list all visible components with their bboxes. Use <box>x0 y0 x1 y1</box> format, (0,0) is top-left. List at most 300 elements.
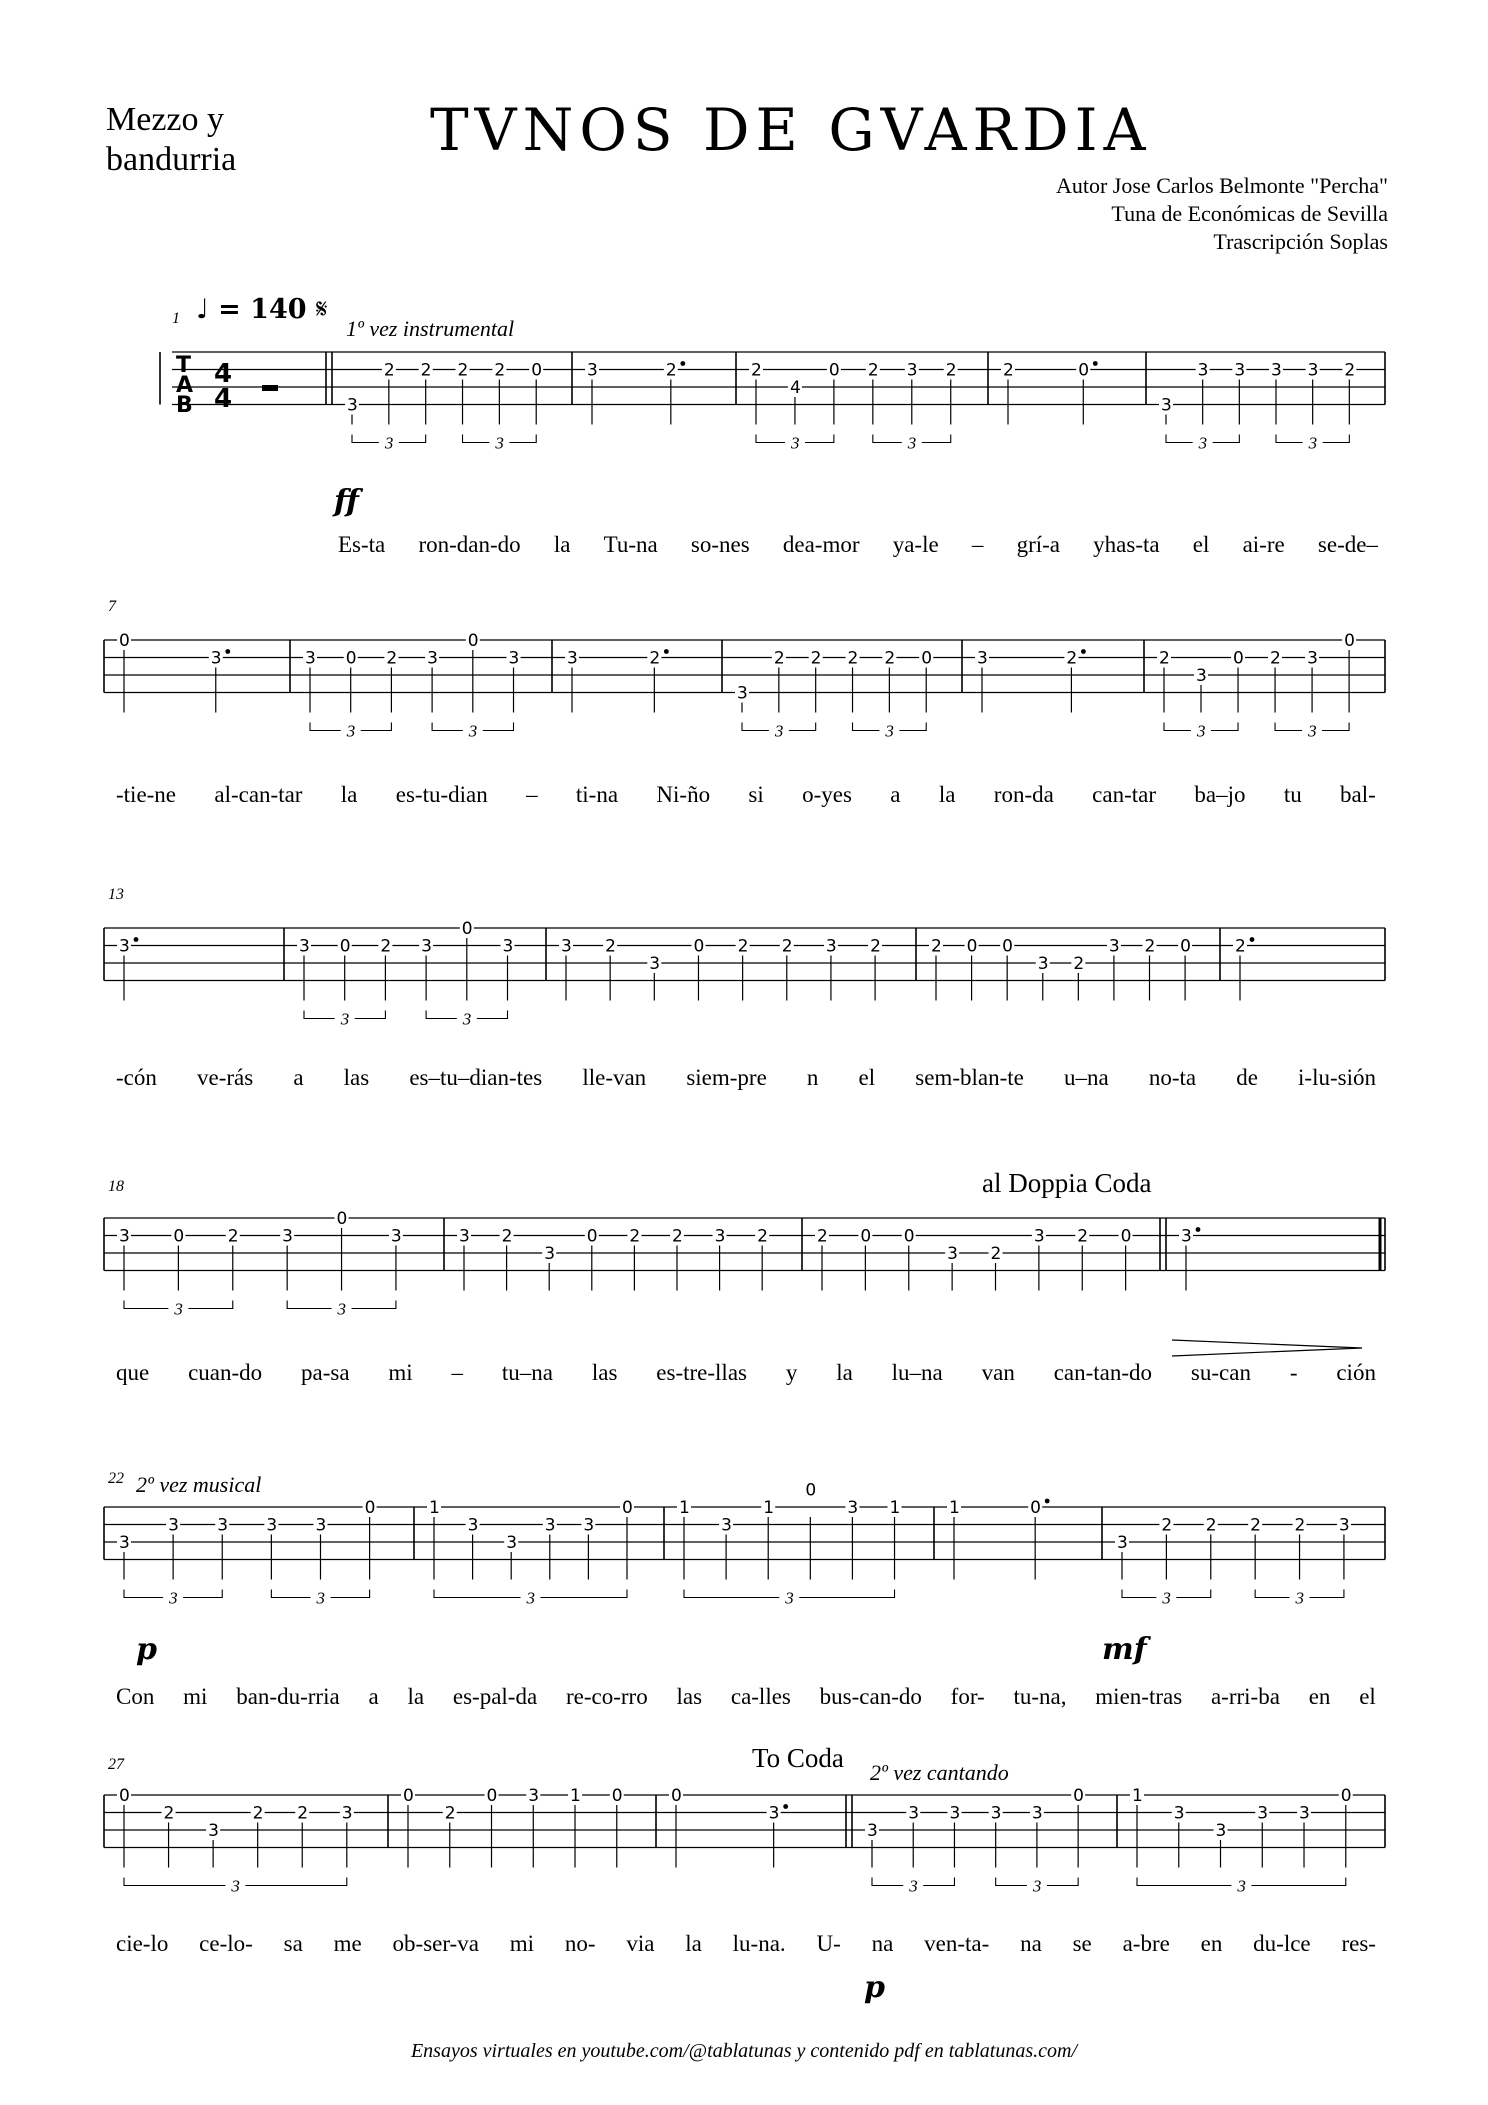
instrument-line-1: Mezzo y <box>106 101 225 138</box>
tab-clef-a: A <box>176 373 194 398</box>
lyric-syllable: que <box>116 1360 150 1385</box>
tuplet-bracket <box>188 1301 232 1309</box>
lyric-syllable: de <box>1236 1065 1258 1090</box>
footer-credit: Ensayos virtuales en youtube.com/@tablatunas y contenido pdf en tablatunas.com/ <box>410 2040 1078 2062</box>
fret-number: 3 <box>906 360 918 381</box>
lyrics-line-4 <box>116 1360 1376 1386</box>
fret-number: 2 <box>847 648 859 669</box>
tuplet-bracket <box>352 1301 396 1309</box>
tuplet-bracket <box>1213 435 1240 443</box>
fret-number: 3 <box>459 1226 470 1247</box>
tuplet-bracket <box>183 1590 222 1598</box>
tuplet-number: 3 <box>337 1299 347 1319</box>
fret-number: 0 <box>339 936 351 957</box>
dynamic-p: p <box>136 1632 157 1667</box>
fret-number: 2 <box>757 1226 769 1247</box>
lyric-syllable: ven-ta- <box>924 1931 990 1956</box>
lyric-syllable: lu-na. <box>732 1931 786 1956</box>
fret-number: 2 <box>817 1226 828 1247</box>
fret-number: 3 <box>908 1803 920 1824</box>
tuplet-bracket <box>245 1878 346 1886</box>
fret-number: 1 <box>949 1498 960 1518</box>
tuplet-bracket <box>1251 1878 1345 1886</box>
lyric-syllable: se <box>1072 1931 1092 1956</box>
tuplet-number: 3 <box>1295 1588 1305 1608</box>
fret-number: 3 <box>947 1244 958 1264</box>
bar-number: 22 <box>108 1470 124 1487</box>
tuplet-bracket <box>799 1590 894 1598</box>
lyric-syllable: cuan-do <box>188 1360 263 1385</box>
fret-number: 3 <box>1215 1821 1227 1841</box>
fret-number: 2 <box>386 648 398 669</box>
fret-number: 0 <box>119 1786 130 1806</box>
al-coda-marking: al Doppia Coda <box>982 1168 1152 1198</box>
dot <box>134 937 139 942</box>
tuplet-bracket <box>287 1301 331 1309</box>
fret-number: 3 <box>949 1803 961 1824</box>
lyric-syllable: el <box>858 1065 876 1090</box>
fret-number: 3 <box>168 1515 179 1536</box>
tuplet-number: 3 <box>169 1588 178 1608</box>
fret-number: 3 <box>1299 1803 1310 1824</box>
lyric-syllable: en <box>1308 1684 1331 1709</box>
fret-number: 0 <box>403 1786 414 1806</box>
lyric-syllable: mi <box>388 1360 413 1385</box>
fret-number: 2 <box>867 360 879 381</box>
tuplet-number: 3 <box>1308 721 1317 741</box>
fret-number: 0 <box>828 360 840 381</box>
lyric-syllable: na <box>1020 1931 1042 1956</box>
lyric-syllable: su-can <box>1190 1360 1251 1385</box>
fret-number: 0 <box>1078 360 1090 381</box>
lyric-syllable: al-can-tar <box>214 782 303 807</box>
fret-number: 2 <box>227 1226 239 1247</box>
tuplet-bracket <box>853 723 880 731</box>
credit-group: Tuna de Económicas de Sevilla <box>1111 201 1388 226</box>
dynamic-mf: mf <box>1102 1632 1147 1667</box>
tuplet-bracket <box>540 1590 626 1598</box>
lyric-syllable: la <box>836 1360 853 1385</box>
fret-number: 2 <box>494 360 506 381</box>
fret-number: 3 <box>282 1226 293 1247</box>
tuplet-bracket <box>805 435 834 443</box>
tuplet-number: 3 <box>1032 1876 1042 1896</box>
fret-number: 1 <box>429 1498 440 1518</box>
tuplet-bracket <box>304 1011 335 1019</box>
fret-number: 3 <box>1197 360 1209 381</box>
tuplet-bracket <box>361 723 392 731</box>
lyric-syllable: la <box>685 1931 702 1956</box>
fret-number: 2 <box>990 1244 1002 1264</box>
tuplet-bracket <box>923 1878 954 1886</box>
tuplet-number: 3 <box>495 433 504 453</box>
fret-number: 1 <box>763 1498 775 1518</box>
tuplet-bracket <box>996 1878 1027 1886</box>
lyric-syllable: sa <box>283 1931 303 1956</box>
tuplet-bracket <box>1276 435 1303 443</box>
fret-number: 3 <box>737 683 748 704</box>
fret-number: 0 <box>805 1480 817 1501</box>
lyric-syllable: la <box>340 782 358 807</box>
credit-author: Autor Jose Carlos Belmonte "Percha" <box>1055 173 1388 198</box>
tuplet-bracket <box>873 435 902 443</box>
fret-number: 3 <box>1271 360 1282 381</box>
fret-number: 2 <box>163 1803 175 1824</box>
lyrics-line-2 <box>116 782 1376 808</box>
tuplet-bracket <box>756 435 785 443</box>
tab-clef-t: T <box>176 353 192 378</box>
tuplet-bracket <box>432 723 463 731</box>
song-title: TVNOS DE GVARDIA <box>430 96 1152 164</box>
lyric-syllable: a-bre <box>1122 1931 1170 1956</box>
tuplet-bracket <box>1322 723 1349 731</box>
tuplet-number: 3 <box>1197 721 1206 741</box>
fret-number: 3 <box>421 936 432 957</box>
tuplet-bracket <box>463 435 490 443</box>
lyric-syllable: las <box>676 1684 703 1709</box>
tuplet-bracket <box>922 435 951 443</box>
lyric-syllable: ción <box>1336 1360 1376 1385</box>
fret-number: 3 <box>508 648 520 669</box>
lyric-syllable: ob-ser-va <box>392 1931 479 1956</box>
fret-number: 3 <box>1161 395 1172 416</box>
lyric-syllable: ti-na <box>575 782 619 807</box>
lyric-syllable: me <box>333 1931 362 1956</box>
lyric-syllable: en <box>1200 1931 1223 1956</box>
fret-number: 3 <box>119 1226 130 1247</box>
dot <box>1045 1499 1050 1504</box>
lyric-syllable: du-lce <box>1253 1931 1311 1956</box>
fret-number: 0 <box>693 936 705 957</box>
tuplet-bracket <box>124 1878 225 1886</box>
lyric-syllable: bus-can-do <box>819 1684 922 1709</box>
lyric-syllable: a <box>368 1684 379 1709</box>
lyric-syllable: yhas-ta <box>1093 532 1160 557</box>
tuplet-bracket <box>124 1590 163 1598</box>
lyric-syllable: – <box>526 782 538 807</box>
lyrics-line-6 <box>116 1931 1376 1957</box>
tuplet-bracket <box>899 723 926 731</box>
lyric-syllable: es-tu-dian <box>395 782 488 807</box>
lyric-syllable: y <box>785 1360 798 1385</box>
tuplet-bracket <box>352 435 379 443</box>
lyric-syllable: Es-ta <box>338 532 386 557</box>
bar-number: 27 <box>108 1756 124 1773</box>
lyric-syllable: re-co-rro <box>565 1684 648 1709</box>
second-time-musical-marking: 2º vez musical <box>136 1472 262 1497</box>
lyric-syllable: ai-re <box>1242 532 1285 557</box>
fret-number: 1 <box>889 1498 901 1518</box>
fret-number: 0 <box>1030 1498 1042 1518</box>
tempo-value: = 140 <box>218 294 307 325</box>
lyric-syllable: la <box>407 1684 425 1709</box>
fret-number: 3 <box>1031 1803 1043 1824</box>
lyric-syllable: las <box>591 1360 618 1385</box>
lyric-syllable: – <box>971 532 984 557</box>
lyric-syllable: U- <box>816 1931 841 1956</box>
lyric-syllable: ce-lo- <box>199 1931 253 1956</box>
lyric-syllable: no-ta <box>1148 1065 1197 1090</box>
tuplet-bracket <box>1047 1878 1078 1886</box>
fret-number: 0 <box>671 1786 682 1806</box>
fret-number: 2 <box>605 936 616 957</box>
lyric-syllable: o-yes <box>802 782 852 807</box>
fret-number: 0 <box>966 936 978 957</box>
tuplet-bracket <box>1164 723 1191 731</box>
fret-number: 2 <box>1205 1515 1217 1536</box>
tuplet-bracket <box>434 1590 520 1598</box>
fret-number: 3 <box>587 360 598 381</box>
credit-transcription: Trascripción Soplas <box>1213 229 1388 254</box>
fret-number: 3 <box>119 1533 130 1553</box>
fret-number: 3 <box>977 648 988 669</box>
fret-number: 3 <box>427 648 438 669</box>
fret-number: 1 <box>679 1498 690 1518</box>
lyric-syllable: i-lu-sión <box>1298 1065 1376 1090</box>
dot <box>1196 1227 1201 1232</box>
tuplet-number: 3 <box>785 1588 794 1608</box>
lyrics-line-3 <box>116 1065 1376 1091</box>
lyric-syllable: el <box>1359 1684 1376 1709</box>
fret-number: 3 <box>1307 648 1318 669</box>
lyric-syllable: la <box>553 532 571 557</box>
lyric-syllable: Con <box>116 1684 155 1709</box>
dot <box>783 1804 788 1809</box>
time-signature-bottom: 4 <box>214 384 233 414</box>
fret-number: 2 <box>501 1226 513 1247</box>
fret-number: 0 <box>1073 1786 1084 1806</box>
lyric-syllable: mi <box>183 1684 208 1709</box>
lyric-syllable: Tu-na <box>603 532 658 557</box>
fret-number: 3 <box>1181 1226 1192 1247</box>
tuplet-bracket <box>509 435 536 443</box>
dot <box>1250 937 1255 942</box>
dot <box>1093 361 1098 366</box>
to-coda-marking: To Coda <box>752 1743 844 1773</box>
lyric-syllable: no- <box>564 1931 596 1956</box>
fret-number: 0 <box>1120 1226 1132 1247</box>
fret-number: 3 <box>390 1226 402 1247</box>
bar-number: 18 <box>108 1178 124 1195</box>
lyric-syllable: mi <box>509 1931 535 1956</box>
fret-number: 1 <box>570 1786 581 1806</box>
lyric-syllable: mien-tras <box>1095 1684 1183 1709</box>
tuplet-number: 3 <box>346 721 356 741</box>
tuplet-bracket <box>310 723 341 731</box>
fret-number: 3 <box>1234 360 1246 381</box>
fret-number: 3 <box>649 954 661 974</box>
fret-number: 2 <box>1003 360 1014 381</box>
first-time-marking: 1º vez instrumental <box>346 316 515 341</box>
tuplet-bracket <box>1255 1590 1289 1598</box>
tuplet-number: 3 <box>1198 433 1208 453</box>
lyric-syllable: tu <box>1283 782 1302 807</box>
lyric-syllable: -tie-ne <box>116 782 177 807</box>
fret-number: 0 <box>1233 648 1244 669</box>
lyric-syllable: siem-pre <box>686 1065 767 1090</box>
fret-number: 0 <box>461 919 473 939</box>
lyric-syllable: se-de– <box>1317 532 1378 557</box>
bar-number: 13 <box>108 886 124 903</box>
fret-number: 3 <box>990 1803 1002 1824</box>
lyrics-line-5 <box>116 1684 1376 1710</box>
fret-number: 2 <box>1159 648 1170 669</box>
tuplet-number: 3 <box>462 1009 472 1029</box>
fret-number: 3 <box>768 1803 780 1824</box>
lyric-syllable: - <box>1289 1360 1298 1385</box>
fret-number: 3 <box>1307 360 1319 381</box>
fret-number: 0 <box>860 1226 872 1247</box>
lyric-syllable: – <box>451 1360 464 1385</box>
lyric-syllable: lle-van <box>582 1065 647 1090</box>
fret-number: 3 <box>583 1515 595 1536</box>
fret-number: 2 <box>297 1803 309 1824</box>
lyrics-line-1 <box>338 532 1378 558</box>
fret-number: 3 <box>119 936 130 957</box>
fret-number: 2 <box>870 936 881 957</box>
fret-number: 0 <box>621 1498 633 1518</box>
fret-number: 3 <box>347 395 358 416</box>
fret-number: 2 <box>665 360 677 381</box>
fret-number: 3 <box>210 648 222 669</box>
lyric-syllable: lu–na <box>891 1360 943 1385</box>
tuplet-number: 3 <box>526 1588 535 1608</box>
fret-number: 0 <box>1180 936 1191 957</box>
fret-number: 3 <box>1037 954 1049 974</box>
lyric-syllable: el <box>1192 532 1210 557</box>
fret-number: 3 <box>299 936 310 957</box>
tuplet-number: 3 <box>174 1299 183 1319</box>
fret-number: 2 <box>931 936 942 957</box>
tuplet-number: 3 <box>790 433 800 453</box>
fret-number: 2 <box>1250 1515 1261 1536</box>
half-rest <box>262 385 278 391</box>
tuplet-bracket <box>789 723 816 731</box>
fret-number: 2 <box>1144 936 1156 957</box>
fret-number: 3 <box>847 1498 859 1518</box>
fret-number: 3 <box>506 1533 518 1553</box>
lyric-syllable: grí-a <box>1016 532 1060 557</box>
fret-number: 3 <box>567 648 578 669</box>
fret-number: 3 <box>1173 1803 1185 1824</box>
fret-number: 3 <box>467 1515 479 1536</box>
tuplet-number: 3 <box>885 721 894 741</box>
fret-number: 3 <box>217 1515 229 1536</box>
fret-number: 0 <box>611 1786 623 1806</box>
dot <box>664 649 669 654</box>
dynamic-p-coda: p <box>864 1970 885 2005</box>
lyric-syllable: na <box>871 1931 894 1956</box>
fret-number: 3 <box>867 1821 878 1841</box>
lyric-syllable: so-nes <box>690 532 750 557</box>
tuplet-bracket <box>271 1590 310 1598</box>
fret-number: 0 <box>173 1226 185 1247</box>
fret-number: 3 <box>502 936 514 957</box>
fret-number: 0 <box>1344 631 1355 651</box>
tuplet-bracket <box>330 1590 369 1598</box>
lyric-syllable: ya-le <box>892 532 939 557</box>
time-signature-top: 4 <box>214 359 233 389</box>
quarter-note-icon: ♩ <box>196 294 209 325</box>
fret-number: 3 <box>1257 1803 1269 1824</box>
fret-number: 0 <box>903 1226 915 1247</box>
fret-number: 2 <box>1235 936 1246 957</box>
tuplet-bracket <box>1166 435 1193 443</box>
fret-number: 2 <box>1344 360 1356 381</box>
lyric-syllable: res- <box>1341 1931 1376 1956</box>
segno-icon: 𝄋 <box>315 294 328 325</box>
lyric-syllable: a <box>293 1065 304 1090</box>
dot <box>680 361 685 366</box>
fret-number: 2 <box>945 360 957 381</box>
lyric-syllable: es-pal-da <box>452 1684 538 1709</box>
fret-number: 2 <box>252 1803 264 1824</box>
fret-number: 0 <box>336 1209 348 1229</box>
fret-number: 2 <box>649 648 661 669</box>
fret-number: 3 <box>341 1803 353 1824</box>
fret-number: 0 <box>1340 1786 1352 1806</box>
tuplet-bracket <box>1275 723 1302 731</box>
lyric-syllable: dea-mor <box>782 532 860 557</box>
fret-number: 2 <box>810 648 822 669</box>
fret-number: 2 <box>671 1226 683 1247</box>
fret-number: 0 <box>921 648 933 669</box>
bar-number: 1 <box>172 310 180 327</box>
fret-number: 2 <box>629 1226 641 1247</box>
lyric-syllable: es–tu–dian-tes <box>409 1065 543 1090</box>
lyric-syllable: ron-dan-do <box>418 532 521 557</box>
lyric-syllable: -cón <box>116 1065 157 1090</box>
fret-number: 2 <box>1073 954 1085 974</box>
fret-number: 3 <box>544 1515 556 1536</box>
lyric-syllable: n <box>806 1065 819 1090</box>
fret-number: 3 <box>1108 936 1120 957</box>
fret-number: 0 <box>586 1226 598 1247</box>
fret-number: 2 <box>420 360 432 381</box>
fret-number: 3 <box>561 936 572 957</box>
instrument-line-2: bandurria <box>106 141 237 178</box>
second-time-singing-marking: 2º vez cantando <box>870 1760 1009 1785</box>
dynamic-ff: ff <box>334 484 359 519</box>
tuplet-number: 3 <box>384 433 394 453</box>
lyric-syllable: tu-na, <box>1013 1684 1067 1709</box>
lyric-syllable: can-tar <box>1092 782 1157 807</box>
fret-number: 2 <box>751 360 762 381</box>
tuplet-bracket <box>477 1011 508 1019</box>
dot <box>1081 649 1086 654</box>
decrescendo-hairpin <box>1172 1340 1362 1356</box>
tuplet-bracket <box>1176 1590 1210 1598</box>
fret-number: 3 <box>544 1244 556 1264</box>
fret-number: 2 <box>1066 648 1078 669</box>
fret-number: 0 <box>1002 936 1013 957</box>
tuplet-number: 3 <box>468 721 478 741</box>
fret-number: 4 <box>789 378 801 398</box>
fret-number: 3 <box>305 648 316 669</box>
tuplet-bracket <box>1310 1590 1344 1598</box>
fret-number: 2 <box>1270 648 1281 669</box>
tuplet-bracket <box>1323 435 1350 443</box>
lyric-syllable: ca-lles <box>730 1684 791 1709</box>
lyric-syllable: si <box>748 782 764 807</box>
fret-number: 2 <box>884 648 896 669</box>
tuplet-bracket <box>872 1878 903 1886</box>
lyric-syllable: cie-lo <box>116 1931 169 1956</box>
tuplet-number: 3 <box>774 721 784 741</box>
fret-number: 3 <box>721 1515 732 1536</box>
fret-number: 3 <box>1117 1533 1128 1553</box>
tuplet-bracket <box>1122 1590 1156 1598</box>
